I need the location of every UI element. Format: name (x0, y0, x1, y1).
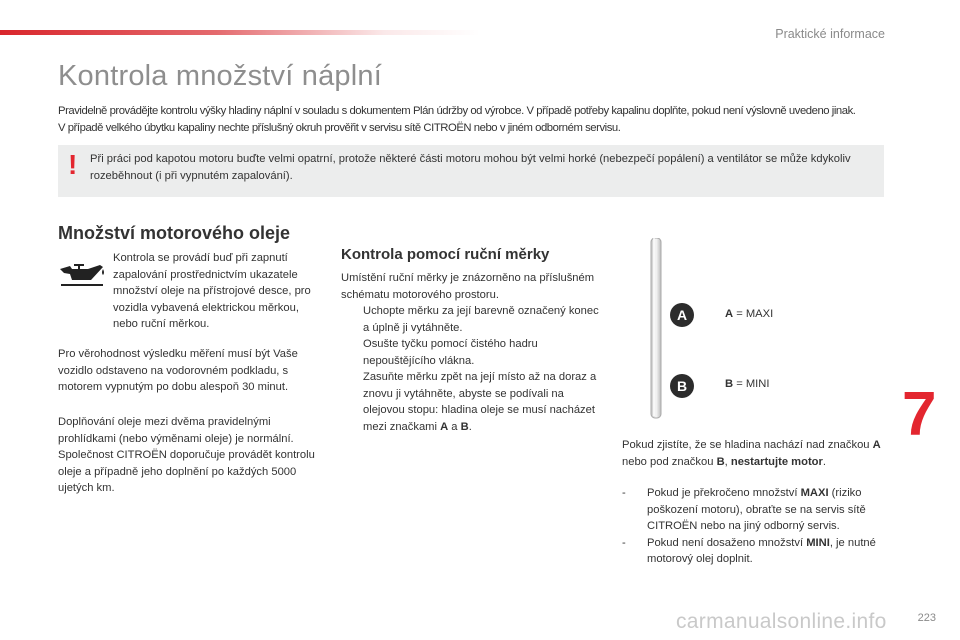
page-number: 223 (917, 612, 936, 624)
oil-intro-text: Kontrola se provádí buď při zapnutí zapalování prostřednictvím ukazatele množství oleje na přístrojové desce, pro vozidla vybavená elektrickou měrkou, nebo ruční měrkou. (113, 252, 311, 330)
mark-a-badge: A (670, 303, 694, 327)
dipstick-illustration (640, 238, 670, 423)
level-text: = MINI (733, 378, 770, 390)
watermark: carmanualsonline.info (676, 610, 887, 633)
mini-label: MINI (806, 536, 830, 549)
oil-paragraph-level-conditions: Pro věrohodnost výsledku měření musí být Vaše vozidlo odstaveno na vodorovném podkladu, s motorem vypnutým po dobu alespoň 30 minut. (58, 348, 298, 393)
result-item-maxi (622, 485, 892, 535)
chapter-number: 7 (902, 380, 937, 449)
text: , (724, 455, 731, 468)
dipstick-step-3 (341, 369, 606, 435)
text: . (822, 455, 826, 468)
text: Pokud není dosaženo množství (647, 536, 807, 549)
step-text: Uchopte měrku za její barevně označený konec a úplně ji vytáhněte. (363, 305, 599, 334)
oil-paragraph-topping-up: Doplňování oleje mezi dvěma pravidelnými prohlídkami (nebo výměnami oleje) je normální. Společnost CITROËN doporučuje provádět kontrolu oleje a případně jeho doplnění po každých 5000 ujetých km. (58, 416, 315, 494)
text: nebo pod značkou (622, 455, 717, 468)
dipstick-intro: Umístění ruční měrky je znázorněno na příslušném schématu motorového prostoru. (341, 272, 595, 301)
oil-heading: Množství motorového oleje (58, 223, 291, 243)
intro-line-2: V případě velkého úbytku kapaliny nechte příslušný okruh prověřit v servisu sítě CITROËN nebo v jiném odborném servisu. (58, 122, 621, 134)
dipstick-heading: Kontrola pomocí ruční měrky (341, 246, 550, 263)
result-item-mini (622, 535, 892, 568)
do-not-start-warning: nestartujte motor (730, 455, 823, 468)
section-label: Praktické informace (775, 27, 885, 41)
text: Pokud je překročeno množství (647, 487, 801, 499)
level-text: = MAXI (733, 308, 774, 320)
maxi-label: MAXI (800, 487, 829, 499)
warning-icon: ! (68, 149, 78, 180)
warning-text: Při práci pod kapotou motoru buďte velmi opatrní, protože některé části motoru mohou být velmi horké (nebezpečí popálení) a ventilátor se může kdykoliv rozeběhnout (i při vypnutém zapalování). (90, 153, 851, 182)
text: (riziko poškození motoru), obraťte se na servis sítě CITROËN nebo na jiný odborný servis. (647, 487, 866, 532)
level-letter: A (725, 308, 734, 320)
dipstick-step-1 (341, 303, 606, 336)
intro-line-1: Pravidelně provádějte kontrolu výšky hladiny náplní v souladu s dokumentem Plán údržby od výrobce. V případě potřeby kapalinu doplňte, pokud není výslovně uvedeno jinak. (58, 105, 856, 117)
warning-box (58, 145, 884, 197)
dipstick-steps (341, 303, 606, 435)
text: , je nutné motorový olej doplnit. (647, 536, 876, 565)
page-title: Kontrola množství náplní (58, 60, 382, 92)
mark-b-badge: B (670, 374, 694, 398)
level-letter: B (725, 378, 734, 390)
oil-can-icon (58, 260, 106, 290)
header-accent-bar (0, 30, 480, 35)
dash: - (622, 536, 626, 549)
mark-a: A (872, 439, 881, 451)
step-text: Osušte tyčku pomocí čistého hadru nepouštějícího vlákna. (363, 338, 538, 367)
dipstick-step-2 (341, 336, 606, 369)
mark-b: B (716, 455, 725, 468)
result-list (622, 485, 892, 568)
step-text: a (448, 420, 461, 433)
mark-b: B (460, 420, 469, 433)
dash: - (622, 487, 626, 499)
intro-text (58, 103, 898, 137)
mark-a: A (440, 420, 449, 433)
text: Pokud zjistíte, že se hladina nachází nad značkou (622, 439, 873, 451)
level-maxi-label (725, 308, 773, 320)
step-text: . (468, 420, 472, 433)
level-mini-label (725, 378, 769, 390)
result-text (622, 437, 892, 470)
step-text: Zasuňte měrku zpět na její místo až na doraz a znovu ji vytáhněte, abyste se podívali na olejovou stopu: hladina oleje se musí nacházet mezi značkami (363, 371, 597, 433)
